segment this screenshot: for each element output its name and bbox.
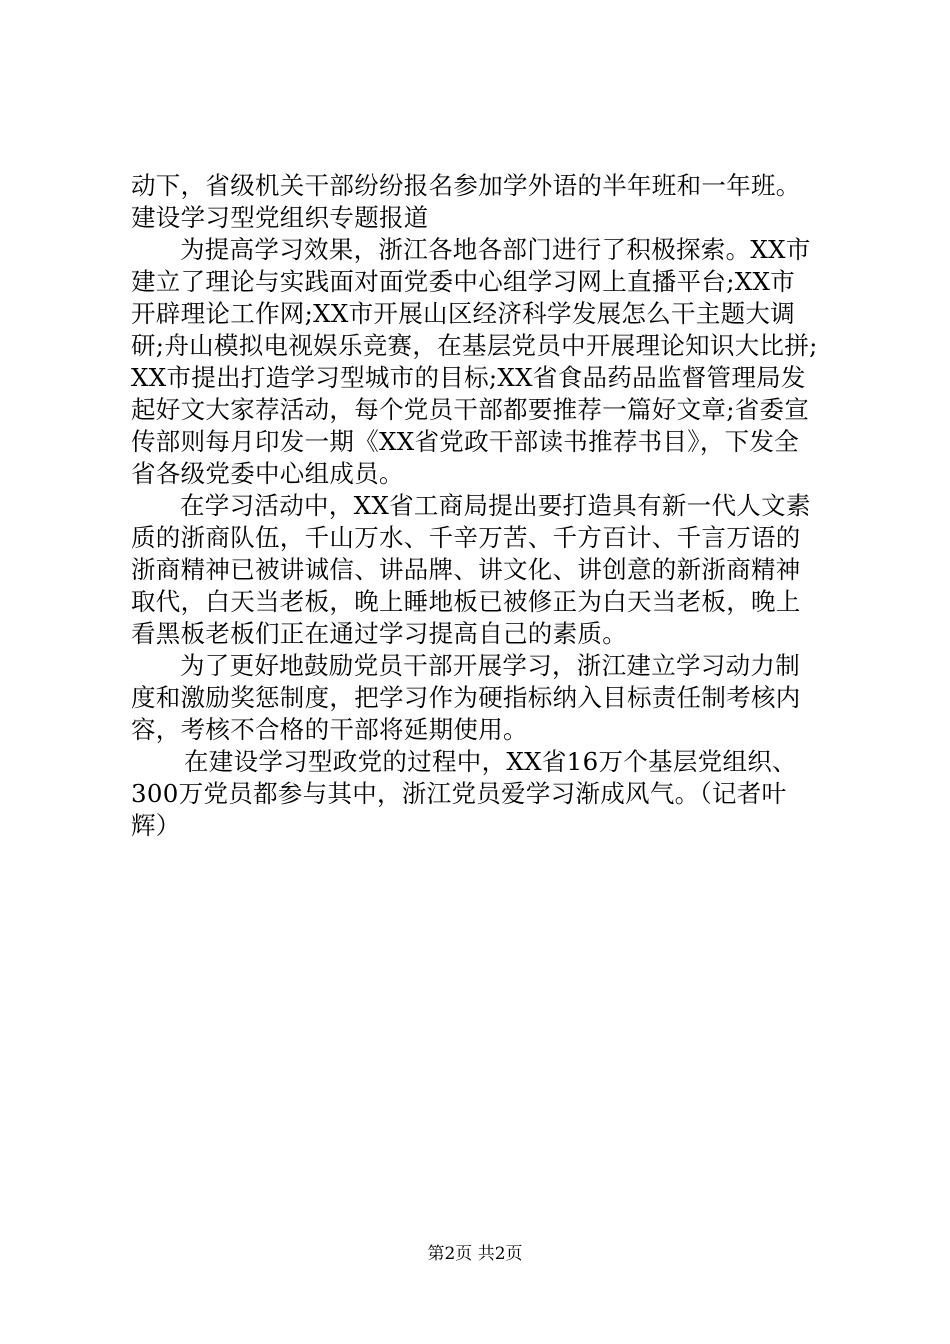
text-line: 动下，省级机关干部纷纷报名参加学外语的半年班和一年班。 [131, 171, 801, 200]
text-line: 开辟理论工作网;XX市开展山区经济科学发展怎么干主题大调 [131, 299, 796, 328]
text-line: 建设学习型党组织专题报道 [131, 203, 429, 232]
text-line: 300万党员都参与其中，浙江党员爱学习渐成风气。（记者叶 [131, 779, 787, 808]
text-line: 起好文大家荐活动，每个党员干部都要推荐一篇好文章;省委宣 [131, 395, 810, 424]
document-body [131, 170, 831, 842]
text-line: 容，考核不合格的干部将延期使用。 [131, 715, 528, 744]
text-line: 省各级党委中心组成员。 [131, 459, 404, 488]
text-line: 取代，白天当老板，晚上睡地板已被修正为白天当老板，晚上 [131, 587, 801, 616]
text-line: 辉） [131, 811, 181, 840]
text-line: 度和激励奖惩制度，把学习作为硬指标纳入目标责任制考核内 [131, 683, 801, 712]
text-line: 看黑板老板们正在通过学习提高自己的素质。 [131, 619, 627, 648]
text-line: 传部则每月印发一期《XX省党政干部读书推荐书目》，下发全 [131, 427, 800, 456]
text-line: 为了更好地鼓励党员干部开展学习，浙江建立学习动力制 [180, 651, 800, 680]
page-footer [0, 1243, 950, 1265]
text-line: 研;舟山模拟电视娱乐竞赛，在基层党员中开展理论知识大比拼; [131, 331, 818, 360]
text-line: 为提高学习效果，浙江各地各部门进行了积极探索。XX市 [180, 235, 811, 264]
text-line: XX市提出打造学习型城市的目标;XX省食品药品监督管理局发 [131, 363, 806, 392]
page-number: 第2页 共2页 [427, 1244, 523, 1264]
text-line: 建立了理论与实践面对面党委中心组学习网上直播平台;XX市 [131, 267, 796, 296]
text-line: 质的浙商队伍，千山万水、千辛万苦、千方百计、千言万语的 [131, 523, 801, 552]
text-line: 在学习活动中，XX省工商局提出要打造具有新一代人文素 [180, 491, 811, 520]
text-line: 在建设学习型政党的过程中，XX省16万个基层党组织、 [184, 747, 797, 776]
text-line: 浙商精神已被讲诚信、讲品牌、讲文化、讲创意的新浙商精神 [131, 555, 801, 584]
